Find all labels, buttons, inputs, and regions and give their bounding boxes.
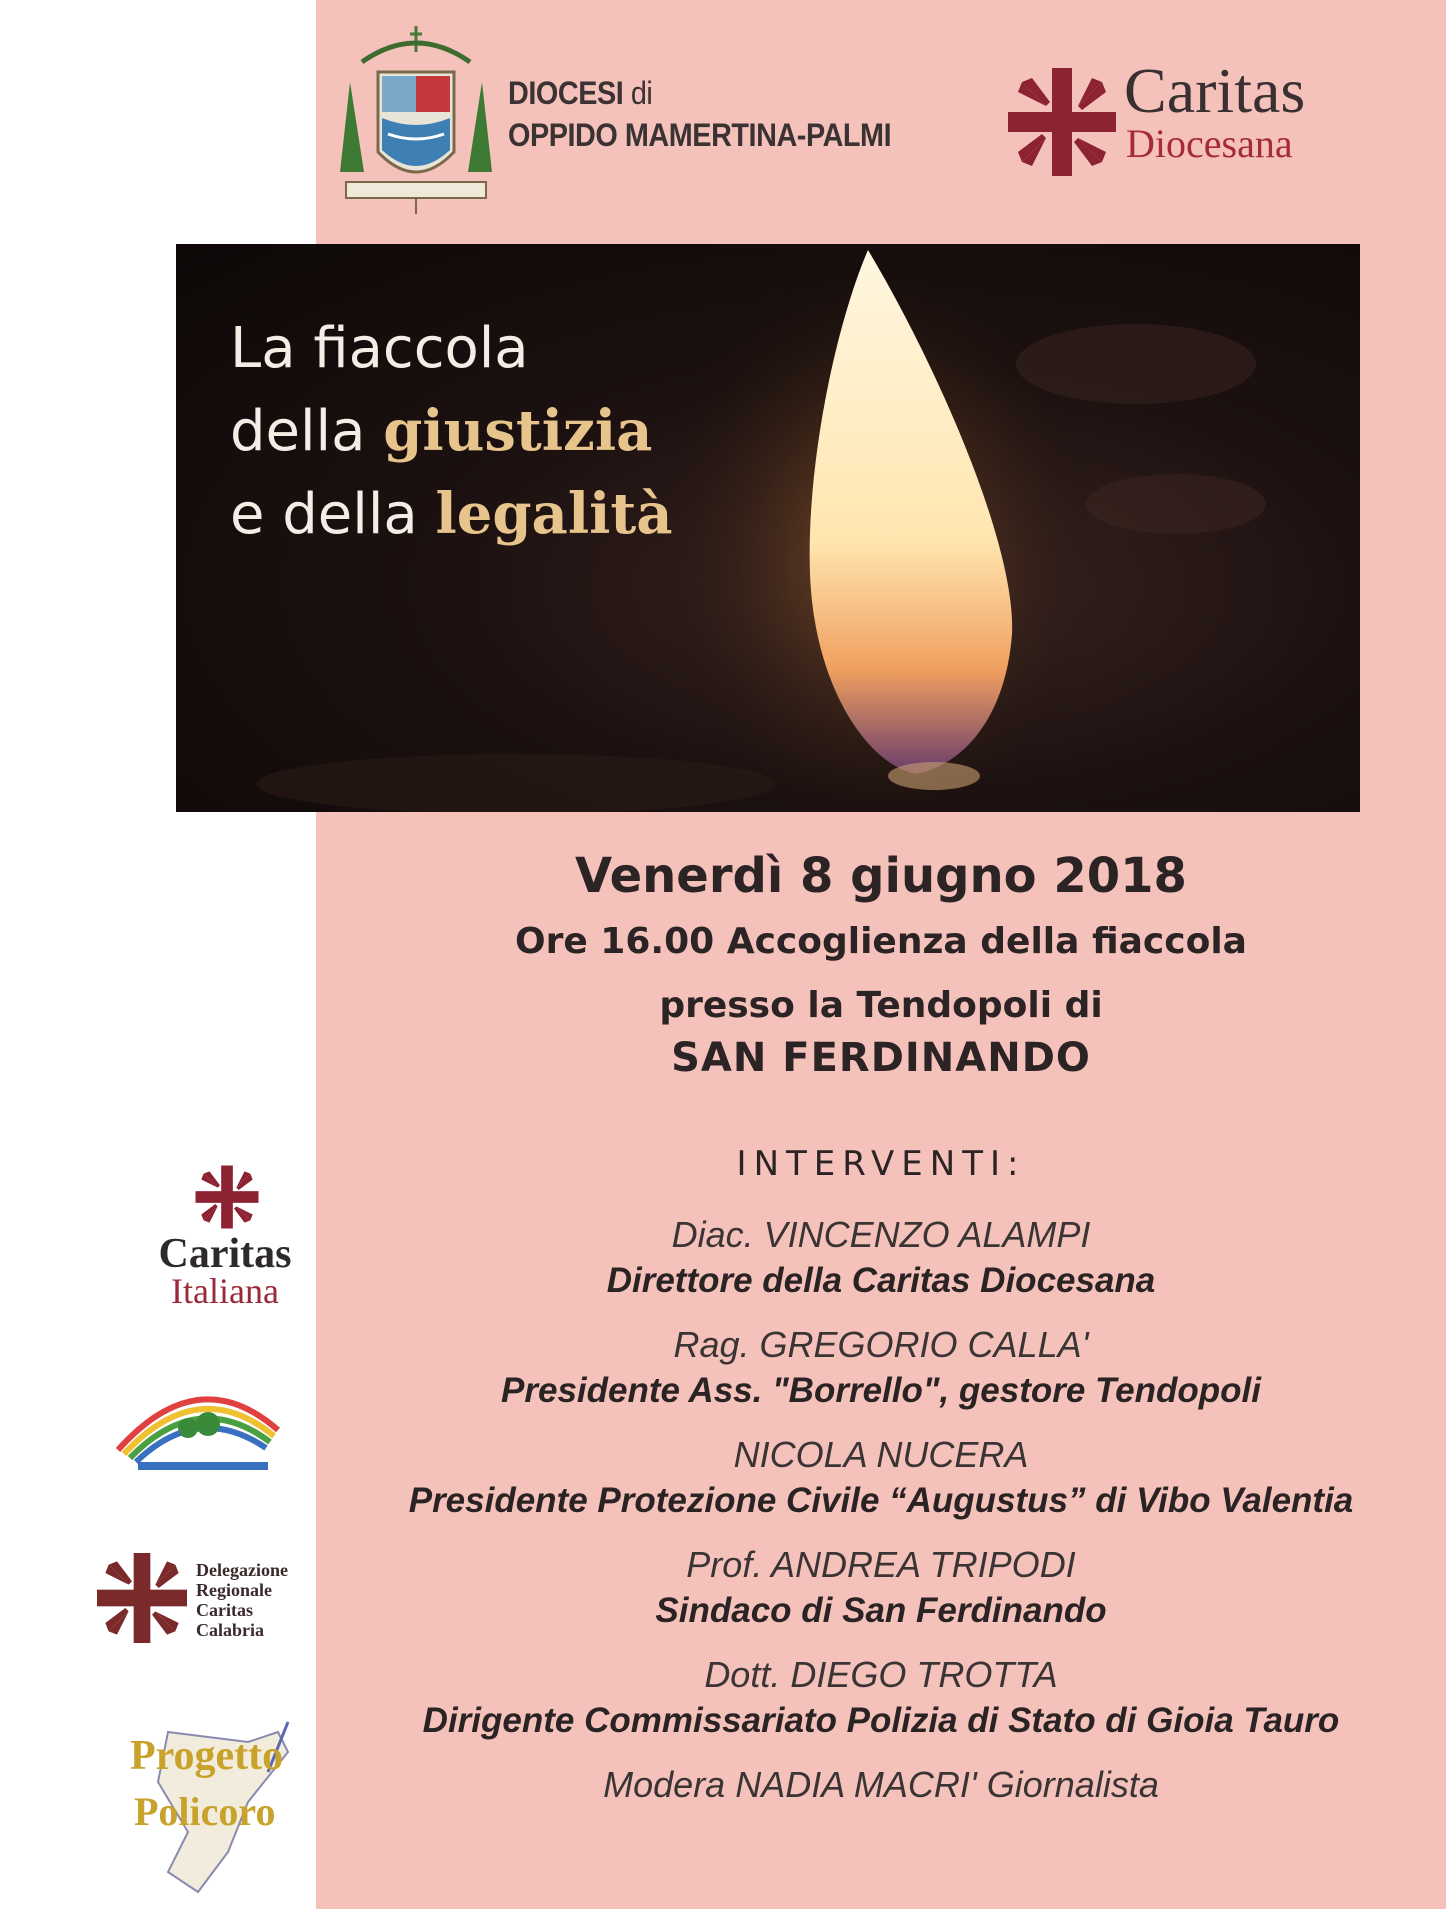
speaker-name: Dott. DIEGO TROTTA (704, 1654, 1058, 1695)
speaker-role: Presidente Ass. "Borrello", gestore Tendopoli (501, 1371, 1261, 1410)
diocese-line1-suffix: di (623, 75, 653, 111)
policoro-word2: Policoro (134, 1789, 276, 1834)
policoro-word1: Progetto (130, 1733, 284, 1779)
caritas-wordmark: Caritas (1124, 55, 1306, 126)
speaker-item (316, 1652, 1446, 1744)
caritas-diocesana-label: Diocesana (1126, 121, 1293, 166)
speaker-item (316, 1322, 1446, 1414)
speaker-role: Presidente Protezione Civile “Augustus” di Vibo Valentia (408, 1481, 1354, 1520)
delegazione-line1: Delegazione (196, 1560, 288, 1580)
speaker-name: NICOLA NUCERA (733, 1434, 1029, 1475)
photo-title-line2-plain: della (230, 399, 384, 464)
caritas-italiana-cross-icon (192, 1162, 262, 1232)
interventi-heading: INTERVENTI: (736, 1144, 1026, 1184)
photo-title-line1: La fiaccola (230, 316, 529, 381)
speaker-item (316, 1212, 1446, 1304)
caritas-cross-icon (1002, 62, 1122, 182)
caritas-italiana-word2: Italiana (171, 1271, 279, 1311)
speaker-name: Diac. VINCENZO ALAMPI (671, 1214, 1091, 1255)
photo-title (230, 308, 673, 556)
speaker-role: Dirigente Commissariato Polizia di Stato di Gioia Tauro (422, 1701, 1340, 1740)
speaker-name: Rag. GREGORIO CALLA' (673, 1324, 1089, 1365)
delegazione-line2: Regionale (196, 1580, 272, 1600)
diocese-line2: OPPIDO MAMERTINA-PALMI (508, 117, 892, 153)
event-date: Venerdì 8 giugno 2018 (575, 848, 1187, 904)
delegazione-line4: Calabria (196, 1620, 265, 1640)
speaker-item (316, 1542, 1446, 1634)
candle-photo (176, 244, 1360, 812)
speaker-role: Sindaco di San Ferdinando (655, 1591, 1107, 1630)
caritas-italiana-word1: Caritas (158, 1231, 292, 1277)
delegazione-line3: Caritas (196, 1600, 253, 1620)
progetto-policoro-logo (128, 1712, 308, 1902)
moderator-line: Modera NADIA MACRI' Giornalista (603, 1764, 1159, 1805)
photo-title-line3-plain: e della (230, 482, 436, 547)
speakers-list (316, 1212, 1446, 1808)
speaker-name: Prof. ANDREA TRIPODI (686, 1544, 1076, 1585)
speaker-item (316, 1432, 1446, 1524)
event-city: SAN FERDINANDO (671, 1035, 1091, 1081)
photo-title-line2-bold: giustizia (383, 398, 653, 464)
speaker-role: Direttore della Caritas Diocesana (606, 1261, 1156, 1300)
diocese-name (508, 72, 891, 156)
delegazione-cross-icon (92, 1548, 192, 1648)
event-time: Ore 16.00 Accoglienza della fiaccola (515, 921, 1247, 962)
delegazione-text (196, 1560, 288, 1640)
diocese-crest-icon (332, 22, 500, 218)
delegazione-calabria-logo (92, 1548, 312, 1658)
rainbow-logo-icon (108, 1370, 288, 1480)
photo-title-line3-bold: legalità (435, 481, 673, 547)
diocese-line1: DIOCESI (508, 75, 624, 111)
event-place: presso la Tendopoli di (659, 985, 1103, 1026)
caritas-italiana-logo (130, 1162, 320, 1322)
